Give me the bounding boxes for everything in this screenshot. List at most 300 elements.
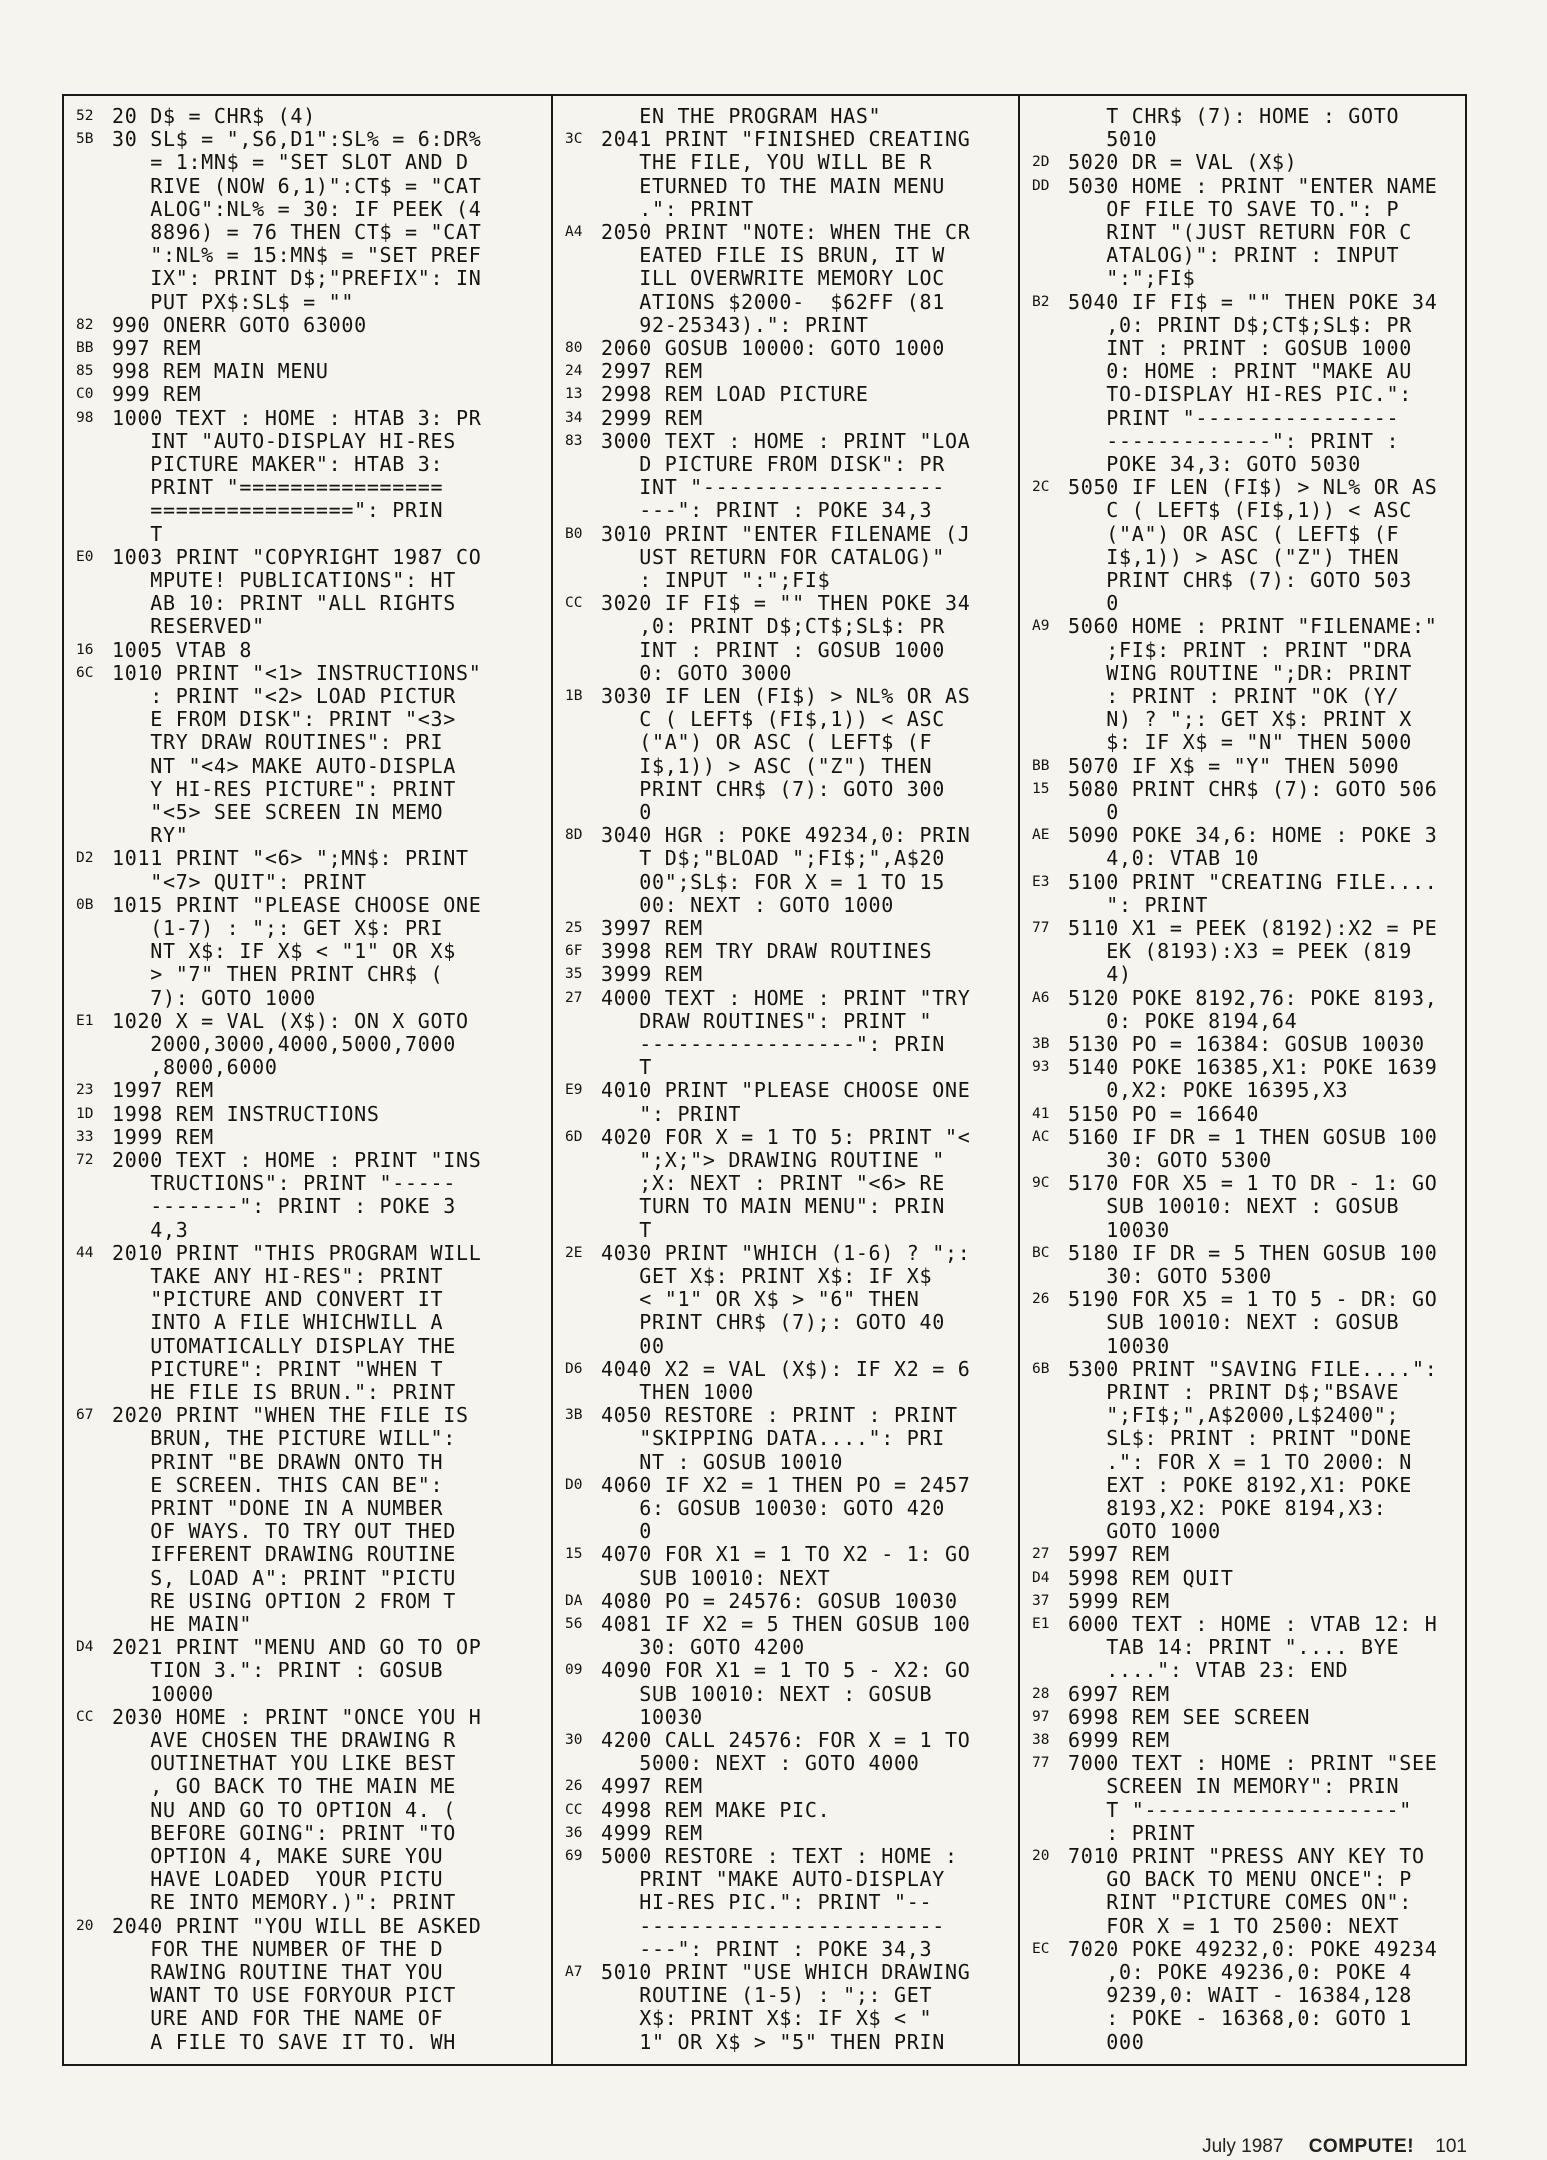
code-line — [553, 1474, 1020, 1497]
code-line — [553, 1613, 1020, 1636]
code-line — [64, 639, 553, 662]
code-text: 2020 PRINT "WHEN THE FILE IS — [112, 1404, 469, 1428]
code-line — [64, 1149, 553, 1172]
code-text: 000 — [1068, 2030, 1145, 2054]
code-line — [553, 105, 1020, 128]
code-text: S, LOAD A": PRINT "PICTU — [112, 1566, 457, 1590]
code-text: -------------": PRINT : — [1068, 429, 1400, 453]
code-line — [553, 1010, 1020, 1033]
checksum: E1 — [1032, 1616, 1050, 1632]
checksum: 85 — [76, 363, 94, 380]
code-line — [1020, 407, 1465, 430]
code-line — [64, 267, 553, 290]
code-text: ================": PRIN — [112, 499, 444, 523]
code-line — [553, 1845, 1020, 1868]
code-line — [64, 871, 553, 894]
code-line — [1020, 1126, 1465, 1149]
code-line — [553, 546, 1020, 569]
code-line — [1020, 1079, 1465, 1102]
code-text: D PICTURE FROM DISK": PR — [601, 453, 946, 476]
code-text: 00";SL$: FOR X = 1 TO 15 — [601, 870, 946, 894]
code-line — [1020, 778, 1465, 801]
code-text: 5130 PO = 16384: GOSUB 10030 — [1068, 1033, 1425, 1056]
code-line — [1020, 1729, 1465, 1752]
code-text: 1020 X = VAL (X$): ON X GOTO — [112, 1009, 469, 1033]
code-text: 2021 PRINT "MENU AND GO TO OP — [112, 1636, 482, 1660]
code-text: INT : PRINT : GOSUB 1000 — [601, 638, 946, 662]
code-line — [64, 1427, 553, 1450]
code-text: UTOMATICALLY DISPLAY THE — [112, 1334, 457, 1358]
code-line — [64, 1079, 553, 1102]
code-line — [553, 894, 1020, 917]
code-text: 9239,0: WAIT - 16384,128 — [1068, 1984, 1413, 2008]
code-text: (1-7) : ";: GET X$: PRI — [112, 917, 444, 940]
code-line — [1020, 1010, 1465, 1033]
code-line — [64, 1683, 553, 1706]
checksum: DA — [565, 1592, 583, 1609]
listing-column-2 — [553, 96, 1020, 2064]
checksum: D4 — [1032, 1569, 1050, 1586]
checksum: 23 — [76, 1082, 94, 1099]
code-line — [553, 1868, 1020, 1891]
code-line — [553, 314, 1020, 337]
code-line — [553, 1497, 1020, 1520]
listing-column-1 — [64, 96, 553, 2064]
code-text: 5999 REM — [1068, 1589, 1170, 1613]
checksum: 30 — [565, 1732, 583, 1748]
code-line — [64, 1242, 553, 1265]
checksum: A6 — [1032, 989, 1050, 1006]
code-line — [553, 337, 1020, 360]
code-line — [1020, 824, 1465, 847]
code-line — [553, 731, 1020, 754]
code-line — [553, 1265, 1020, 1288]
checksum: 44 — [76, 1244, 94, 1261]
code-line — [553, 2007, 1020, 2030]
code-line — [1020, 383, 1465, 406]
code-line — [1020, 128, 1465, 151]
checksum: 98 — [76, 409, 94, 426]
code-text: 0: POKE 8194,64 — [1068, 1009, 1298, 1033]
code-line — [1020, 1520, 1465, 1543]
code-text: ---": PRINT : POKE 34,3 — [601, 1937, 933, 1961]
code-text: OF WAYS. TO TRY OUT THED — [112, 1520, 457, 1544]
code-line — [1020, 894, 1465, 917]
checksum: A7 — [565, 1964, 583, 1980]
code-text: ":";FI$ — [1068, 267, 1196, 291]
code-line — [64, 569, 553, 592]
code-line — [1020, 1822, 1465, 1845]
code-line — [553, 430, 1020, 453]
code-line — [64, 1497, 553, 1520]
checksum: 16 — [76, 641, 94, 658]
code-line — [64, 128, 553, 151]
code-line — [553, 1984, 1020, 2007]
code-line — [1020, 360, 1465, 383]
code-line — [1020, 221, 1465, 244]
checksum: 3C — [565, 131, 583, 148]
code-text: ": PRINT — [1068, 893, 1209, 917]
code-text: .": PRINT — [601, 197, 754, 221]
code-line — [1020, 1961, 1465, 1984]
code-text: 3010 PRINT "ENTER FILENAME (J — [601, 522, 971, 546]
checksum: 56 — [565, 1616, 583, 1632]
code-text: 7000 TEXT : HOME : PRINT "SEE — [1068, 1752, 1438, 1776]
code-line — [1020, 592, 1465, 615]
code-line — [553, 871, 1020, 894]
code-text: 5190 FOR X5 = 1 TO 5 - DR: GO — [1068, 1288, 1438, 1312]
code-text: 30: GOTO 4200 — [601, 1636, 805, 1660]
code-line — [553, 917, 1020, 940]
code-line — [64, 407, 553, 430]
code-line — [64, 592, 553, 615]
code-line — [553, 453, 1020, 476]
code-line — [553, 639, 1020, 662]
checksum: 38 — [1032, 1732, 1050, 1748]
code-text: SL$: PRINT : PRINT "DONE — [1068, 1427, 1413, 1451]
code-text: 2041 PRINT "FINISHED CREATING — [601, 128, 971, 152]
code-line — [553, 1033, 1020, 1056]
checksum: EC — [1032, 1940, 1050, 1957]
code-text: PRINT CHR$ (7): GOTO 503 — [1068, 569, 1413, 592]
code-text: ------------------------ — [601, 1914, 946, 1938]
checksum: 09 — [565, 1662, 583, 1679]
code-text: UST RETURN FOR CATALOG)" — [601, 545, 946, 569]
checksum: 26 — [565, 1778, 583, 1795]
code-line — [553, 2031, 1020, 2054]
checksum: 52 — [76, 108, 94, 124]
code-text: 1997 REM — [112, 1079, 214, 1103]
code-line — [1020, 569, 1465, 592]
code-line — [64, 801, 553, 824]
checksum: 20 — [1032, 1848, 1050, 1864]
code-text: ILL OVERWRITE MEMORY LOC — [601, 267, 946, 291]
checksum: D4 — [76, 1639, 94, 1656]
checksum: 8D — [565, 827, 583, 844]
code-line — [64, 1358, 553, 1381]
code-text: EATED FILE IS BRUN, IT W — [601, 244, 946, 268]
checksum: D0 — [565, 1476, 583, 1493]
code-line — [553, 1149, 1020, 1172]
code-line — [1020, 244, 1465, 267]
code-line — [553, 1938, 1020, 1961]
code-line — [64, 1706, 553, 1729]
checksum: 6F — [565, 943, 583, 960]
code-line — [553, 592, 1020, 615]
code-text: 0: HOME : PRINT "MAKE AU — [1068, 360, 1413, 384]
code-line — [553, 1543, 1020, 1566]
checksum: AC — [1032, 1128, 1050, 1145]
code-text: 2010 PRINT "THIS PROGRAM WILL — [112, 1241, 482, 1265]
code-text: 10000 — [112, 1682, 214, 1706]
code-text: URE AND FOR THE NAME OF — [112, 2007, 444, 2031]
code-line — [553, 1079, 1020, 1102]
code-line — [1020, 1242, 1465, 1265]
checksum: 36 — [565, 1824, 583, 1841]
code-text: 5100 PRINT "CREATING FILE.... — [1068, 870, 1438, 894]
code-text: 30: GOTO 5300 — [1068, 1265, 1272, 1288]
code-line — [553, 1358, 1020, 1381]
code-text: 2060 GOSUB 10000: GOTO 1000 — [601, 337, 946, 360]
code-line — [553, 1799, 1020, 1822]
checksum: 35 — [565, 966, 583, 983]
code-line — [1020, 731, 1465, 754]
code-line — [1020, 523, 1465, 546]
code-line — [64, 2031, 553, 2054]
code-text: SUB 10010: NEXT : GOSUB — [1068, 1311, 1400, 1335]
code-text: FOR THE NUMBER OF THE D — [112, 1937, 444, 1961]
code-text: OF FILE TO SAVE TO.": P — [1068, 197, 1400, 221]
code-line — [553, 1288, 1020, 1311]
code-text: E FROM DISK": PRINT "<3> — [112, 708, 457, 732]
code-line — [1020, 267, 1465, 290]
code-line — [553, 1103, 1020, 1126]
code-line — [1020, 1613, 1465, 1636]
code-text: AB 10: PRINT "ALL RIGHTS — [112, 592, 457, 616]
code-text: PICTURE MAKER": HTAB 3: — [112, 453, 444, 476]
code-line — [64, 1010, 553, 1033]
code-text: N) ? ";: GET X$: PRINT X — [1068, 708, 1413, 732]
code-line — [1020, 1404, 1465, 1427]
code-text: BRUN, THE PICTURE WILL": — [112, 1427, 457, 1451]
code-text: 3000 TEXT : HOME : PRINT "LOA — [601, 429, 971, 453]
code-text: 3040 HGR : POKE 49234,0: PRIN — [601, 824, 971, 848]
code-text: 4090 FOR X1 = 1 TO 5 - X2: GO — [601, 1659, 971, 1683]
checksum: A9 — [1032, 618, 1050, 635]
code-line — [64, 383, 553, 406]
code-text: 5140 POKE 16385,X1: POKE 1639 — [1068, 1056, 1438, 1080]
code-text: EK (8193):X3 = PEEK (819 — [1068, 940, 1413, 964]
code-line — [64, 1381, 553, 1404]
code-line — [64, 963, 553, 986]
code-text: T — [601, 1218, 652, 1242]
code-text: ....": VTAB 23: END — [1068, 1659, 1349, 1683]
code-line — [1020, 685, 1465, 708]
code-line — [64, 476, 553, 499]
code-line — [64, 708, 553, 731]
code-text: INT "------------------- — [601, 476, 946, 500]
code-line — [553, 615, 1020, 638]
code-line — [64, 894, 553, 917]
code-line — [553, 476, 1020, 499]
checksum: 15 — [1032, 780, 1050, 797]
code-line — [1020, 1265, 1465, 1288]
code-line — [64, 499, 553, 522]
code-text: 2997 REM — [601, 360, 703, 384]
checksum: BC — [1032, 1244, 1050, 1261]
code-line — [64, 1961, 553, 1984]
checksum: 37 — [1032, 1592, 1050, 1609]
code-text: ALOG":NL% = 30: IF PEEK (4 — [112, 197, 482, 221]
checksum: 13 — [565, 386, 583, 403]
code-text: PICTURE": PRINT "WHEN T — [112, 1357, 444, 1381]
code-text: $: IF X$ = "N" THEN 5000 — [1068, 731, 1413, 755]
checksum: 82 — [76, 316, 94, 333]
code-line — [64, 244, 553, 267]
code-text: RINT "(JUST RETURN FOR C — [1068, 221, 1413, 244]
program-listing — [62, 94, 1467, 2066]
code-line — [64, 1984, 553, 2007]
checksum: 2E — [565, 1244, 583, 1261]
code-line — [1020, 1033, 1465, 1056]
checksum: 9C — [1032, 1175, 1050, 1192]
code-line — [64, 824, 553, 847]
checksum: 24 — [565, 363, 583, 380]
code-line — [64, 1404, 553, 1427]
code-text: IX": PRINT D$;"PREFIX": IN — [112, 267, 482, 291]
code-text: T — [601, 1056, 652, 1080]
code-text: 5060 HOME : PRINT "FILENAME:" — [1068, 615, 1438, 639]
code-text: C ( LEFT$ (FI$,1)) < ASC — [1068, 499, 1413, 523]
code-text: TRUCTIONS": PRINT "----- — [112, 1172, 457, 1196]
code-line — [553, 1126, 1020, 1149]
code-line — [553, 128, 1020, 151]
code-line — [553, 801, 1020, 824]
checksum: 33 — [76, 1128, 94, 1145]
code-text: 997 REM — [112, 337, 202, 360]
code-text: RIVE (NOW 6,1)":CT$ = "CAT — [112, 174, 482, 198]
code-text: 3997 REM — [601, 917, 703, 940]
code-text: 5030 HOME : PRINT "ENTER NAME — [1068, 174, 1438, 198]
code-line — [1020, 1590, 1465, 1613]
code-line — [64, 1543, 553, 1566]
checksum: BB — [76, 340, 94, 356]
code-line — [1020, 1497, 1465, 1520]
code-line — [64, 778, 553, 801]
code-line — [1020, 1845, 1465, 1868]
code-text: 2000,3000,4000,5000,7000 — [112, 1033, 457, 1056]
code-line — [64, 940, 553, 963]
code-text: INT "AUTO-DISPLAY HI-RES — [112, 429, 457, 453]
code-text: 4070 FOR X1 = 1 TO X2 - 1: GO — [601, 1543, 971, 1567]
code-line — [1020, 1427, 1465, 1450]
code-line — [553, 1219, 1020, 1242]
code-line — [64, 337, 553, 360]
code-text: GET X$: PRINT X$: IF X$ — [601, 1265, 933, 1288]
code-line — [553, 221, 1020, 244]
code-text: 20 D$ = CHR$ (4) — [112, 105, 316, 128]
code-line — [553, 1451, 1020, 1474]
code-line — [1020, 1103, 1465, 1126]
code-text: 1" OR X$ > "5" THEN PRIN — [601, 2030, 946, 2054]
code-text: ---": PRINT : POKE 34,3 — [601, 499, 933, 523]
checksum: 77 — [1032, 920, 1050, 936]
code-text: EXT : POKE 8192,X1: POKE — [1068, 1473, 1413, 1497]
checksum: DD — [1032, 177, 1050, 194]
code-text: INTO A FILE WHICHWILL A — [112, 1311, 444, 1335]
code-text: 7010 PRINT "PRESS ANY KEY TO — [1068, 1845, 1425, 1868]
code-line — [553, 685, 1020, 708]
code-text: ,0: PRINT D$;CT$;SL$: PR — [1068, 313, 1413, 337]
code-text: 3998 REM TRY DRAW ROUTINES — [601, 940, 933, 964]
code-text: ATIONS $2000- $62FF (81 — [601, 290, 946, 314]
code-text: = 1:MN$ = "SET SLOT AND D — [112, 151, 469, 175]
code-text: 6998 REM SEE SCREEN — [1068, 1705, 1311, 1729]
code-text: 30 SL$ = ",S6,D1":SL% = 6:DR% — [112, 128, 482, 152]
code-line — [1020, 1775, 1465, 1798]
code-text: : PRINT "<2> LOAD PICTUR — [112, 685, 457, 708]
code-text: 30: GOTO 5300 — [1068, 1149, 1272, 1172]
code-line — [1020, 1938, 1465, 1961]
code-text: 4020 FOR X = 1 TO 5: PRINT "< — [601, 1125, 971, 1149]
code-text: 6999 REM — [1068, 1729, 1170, 1752]
code-text: 4050 RESTORE : PRINT : PRINT — [601, 1404, 958, 1428]
code-text: Y HI-RES PICTURE": PRINT — [112, 777, 457, 801]
code-text: T "--------------------" — [1068, 1798, 1413, 1822]
code-text: 1011 PRINT "<6> ";MN$: PRINT — [112, 847, 469, 871]
code-line — [1020, 499, 1465, 522]
code-text: ;FI$: PRINT : PRINT "DRA — [1068, 638, 1413, 662]
code-line — [64, 1868, 553, 1891]
code-line — [1020, 453, 1465, 476]
checksum: AE — [1032, 827, 1050, 844]
code-text: ATALOG)": PRINT : INPUT — [1068, 244, 1400, 268]
code-line — [64, 1636, 553, 1659]
code-text: 2998 REM LOAD PICTURE — [601, 383, 869, 407]
code-text: 4030 PRINT "WHICH (1-6) ? ";: — [601, 1241, 971, 1265]
code-text: T — [112, 522, 163, 546]
code-text: 4080 PO = 24576: GOSUB 10030 — [601, 1589, 958, 1613]
checksum: 2D — [1032, 154, 1050, 171]
checksum: A4 — [565, 224, 583, 240]
checksum: 25 — [565, 920, 583, 936]
code-text: 8896) = 76 THEN CT$ = "CAT — [112, 221, 482, 244]
code-line — [553, 1729, 1020, 1752]
code-line — [553, 1636, 1020, 1659]
code-text: 4040 X2 = VAL (X$): IF X2 = 6 — [601, 1357, 971, 1381]
code-line — [64, 2007, 553, 2030]
code-line — [1020, 1149, 1465, 1172]
code-line — [64, 1335, 553, 1358]
code-text: SUB 10010: NEXT : GOSUB — [1068, 1195, 1400, 1219]
code-text: 5090 POKE 34,6: HOME : POKE 3 — [1068, 824, 1438, 848]
checksum: 27 — [565, 989, 583, 1006]
code-line — [64, 198, 553, 221]
code-line — [553, 1752, 1020, 1775]
code-text: 5170 FOR X5 = 1 TO DR - 1: GO — [1068, 1172, 1438, 1196]
code-text: HE MAIN" — [112, 1613, 253, 1636]
checksum: D6 — [565, 1360, 583, 1377]
code-line — [1020, 801, 1465, 824]
code-line — [1020, 1984, 1465, 2007]
magazine-name: COMPUTE! — [1308, 2136, 1415, 2157]
code-text: PRINT : PRINT D$;"BSAVE — [1068, 1381, 1400, 1404]
code-text: 5050 IF LEN (FI$) > NL% OR AS — [1068, 476, 1438, 500]
code-text: ";X;"> DRAWING ROUTINE " — [601, 1149, 946, 1172]
checksum: D2 — [76, 850, 94, 867]
code-text: 999 REM — [112, 383, 202, 407]
code-line — [64, 1799, 553, 1822]
code-line — [553, 360, 1020, 383]
code-text: THE FILE, YOU WILL BE R — [601, 151, 933, 175]
code-line — [1020, 1172, 1465, 1195]
code-line — [1020, 2031, 1465, 2054]
code-text: 3020 IF FI$ = "" THEN POKE 34 — [601, 592, 971, 616]
code-text: 3030 IF LEN (FI$) > NL% OR AS — [601, 685, 971, 708]
issue-date: July 1987 — [1202, 2136, 1284, 2157]
checksum: 41 — [1032, 1105, 1050, 1122]
code-text: ,8000,6000 — [112, 1056, 278, 1080]
code-line — [553, 824, 1020, 847]
code-line — [1020, 314, 1465, 337]
code-text: 5120 POKE 8192,76: POKE 8193, — [1068, 986, 1438, 1010]
code-line — [553, 244, 1020, 267]
checksum: 69 — [565, 1848, 583, 1864]
code-text: PRINT "MAKE AUTO-DISPLAY — [601, 1868, 946, 1892]
code-text: OPTION 4, MAKE SURE YOU — [112, 1845, 444, 1868]
code-text: WANT TO USE FORYOUR PICT — [112, 1984, 457, 2008]
code-text: , GO BACK TO THE MAIN ME — [112, 1775, 457, 1799]
